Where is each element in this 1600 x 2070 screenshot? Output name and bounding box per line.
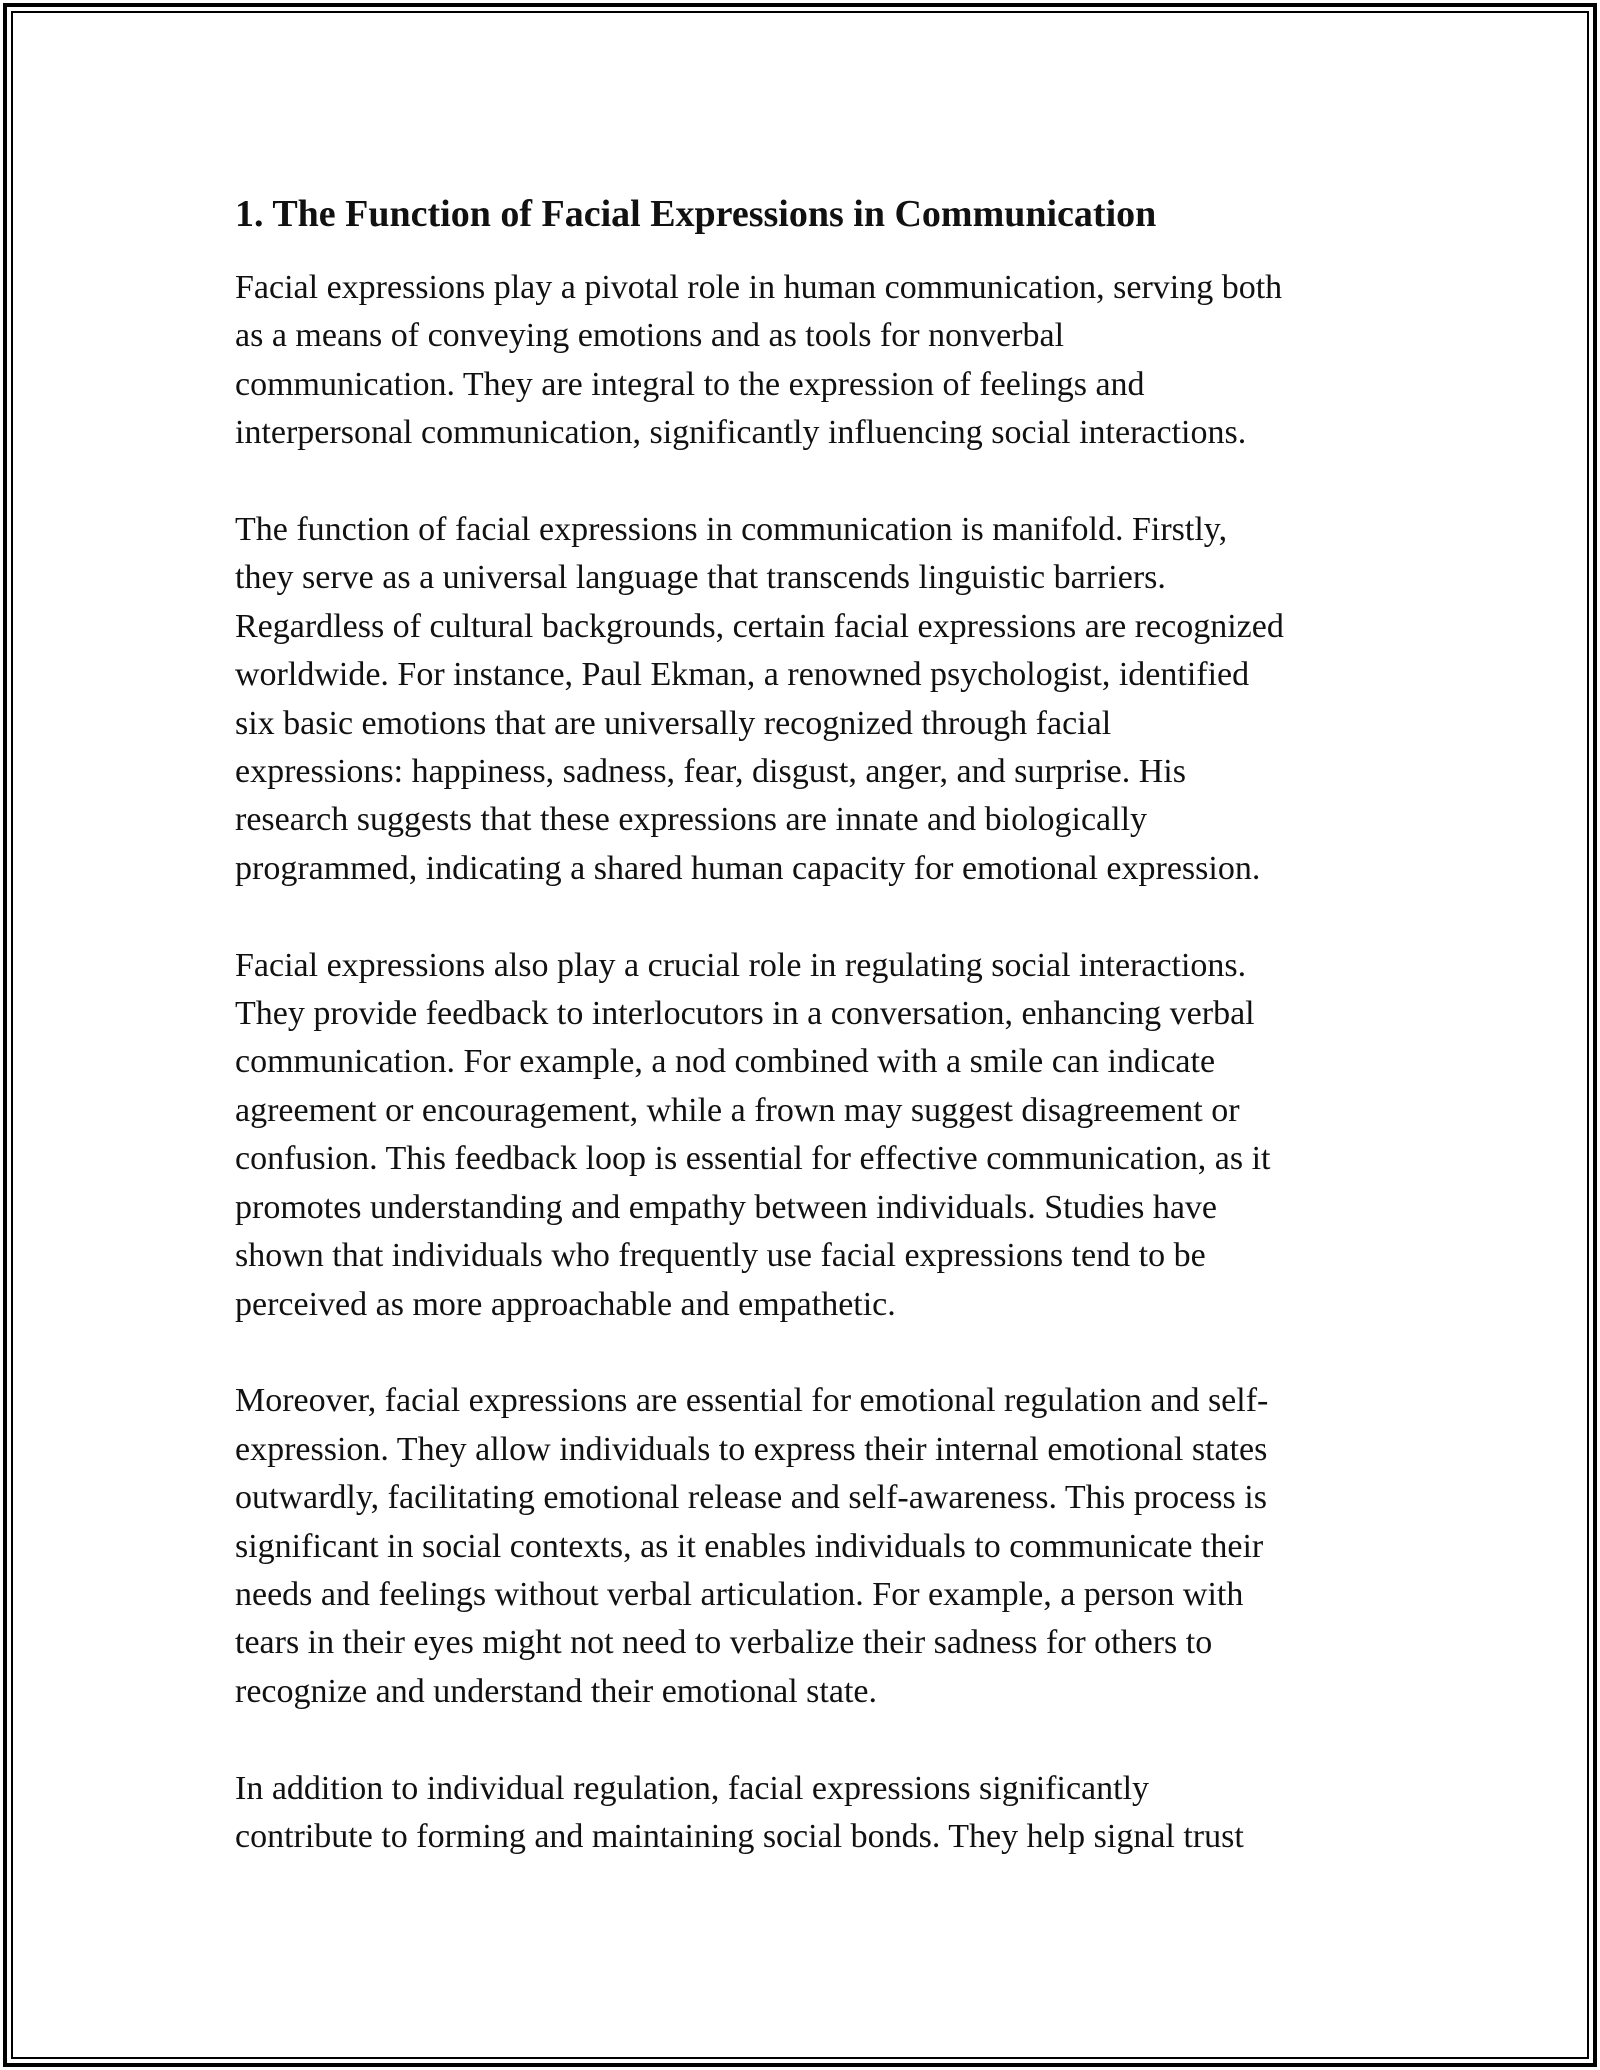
paragraph-line: Moreover, facial expressions are essential for emotional regulation and self-	[235, 1382, 1269, 1420]
paragraph-line: communication. For example, a nod combined with a smile can indicate	[235, 1043, 1216, 1081]
paragraph-line: tears in their eyes might not need to verbalize their sadness for others to	[235, 1624, 1213, 1662]
paragraph-line: they serve as a universal language that transcends linguistic barriers.	[235, 559, 1166, 597]
paragraph-line: shown that individuals who frequently use facial expressions tend to be	[235, 1237, 1206, 1275]
paragraph-line: Regardless of cultural backgrounds, certain facial expressions are recognized	[235, 607, 1284, 645]
paragraph-line: They provide feedback to interlocutors in a conversation, enhancing verbal	[235, 995, 1255, 1033]
paragraph-line: agreement or encouragement, while a frown may suggest disagreement or	[235, 1091, 1240, 1129]
paragraph-line: programmed, indicating a shared human capacity for emotional expression.	[235, 849, 1261, 887]
paragraph-3	[235, 942, 1375, 1329]
paragraph-2	[235, 506, 1375, 893]
paragraph-line: communication. They are integral to the expression of feelings and	[235, 365, 1145, 403]
paragraph-line: contribute to forming and maintaining social bonds. They help signal trust	[235, 1817, 1244, 1855]
paragraph-5	[235, 1765, 1375, 1862]
paragraph-line: expressions: happiness, sadness, fear, disgust, anger, and surprise. His	[235, 753, 1186, 791]
paragraph-line: worldwide. For instance, Paul Ekman, a renowned psychologist, identified	[235, 656, 1250, 694]
section-heading: 1. The Function of Facial Expressions in Communication	[235, 193, 1157, 235]
document-body	[235, 186, 1375, 1910]
paragraph-line: In addition to individual regulation, facial expressions significantly	[235, 1769, 1150, 1807]
paragraph-line: interpersonal communication, significantly influencing social interactions.	[235, 414, 1247, 452]
paragraph-line: as a means of conveying emotions and as tools for nonverbal	[235, 317, 1065, 355]
paragraph-line: significant in social contexts, as it enables individuals to communicate their	[235, 1527, 1264, 1565]
paragraph-line: outwardly, facilitating emotional release and self-awareness. This process is	[235, 1479, 1267, 1517]
paragraph-line: The function of facial expressions in communication is manifold. Firstly,	[235, 511, 1228, 549]
paragraph-line: six basic emotions that are universally recognized through facial	[235, 704, 1112, 742]
paragraph-line: Facial expressions also play a crucial role in regulating social interactions.	[235, 946, 1247, 984]
paragraph-line: perceived as more approachable and empathetic.	[235, 1285, 896, 1323]
paragraph-line: Facial expressions play a pivotal role in human communication, serving both	[235, 269, 1283, 306]
paragraph-1	[235, 264, 1375, 458]
paragraph-line: expression. They allow individuals to express their internal emotional states	[235, 1430, 1268, 1468]
paragraph-line: recognize and understand their emotional state.	[235, 1672, 877, 1710]
paragraph-4	[235, 1377, 1375, 1716]
paragraph-line: promotes understanding and empathy between individuals. Studies have	[235, 1188, 1218, 1226]
paragraph-line: research suggests that these expressions are innate and biologically	[235, 801, 1148, 839]
paragraph-line: needs and feelings without verbal articulation. For example, a person with	[235, 1575, 1244, 1613]
paragraph-line: confusion. This feedback loop is essential for effective communication, as it	[235, 1140, 1271, 1178]
